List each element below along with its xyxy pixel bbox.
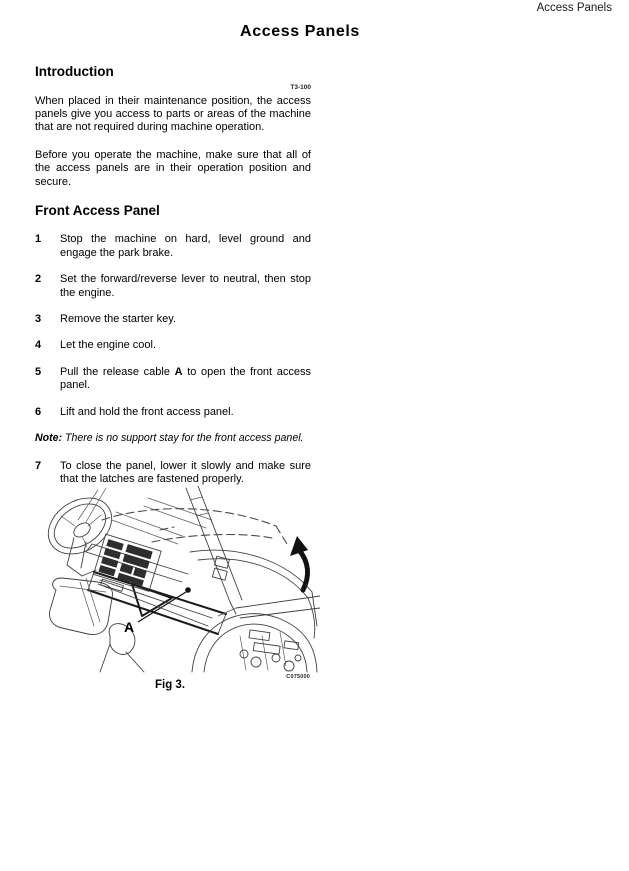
front-pillar-lines	[78, 488, 212, 528]
note-text: There is no support stay for the front access panel.	[62, 432, 304, 445]
step-text: To close the panel, lower it slowly and make sure that the latches are fastened properly.	[60, 459, 311, 485]
intro-paragraph-2: Before you operate the machine, make sure that all of the access panels are in their operation position and secure.	[35, 148, 311, 188]
rear-fender	[192, 614, 317, 672]
note-line	[35, 432, 311, 445]
step-item-7	[35, 460, 311, 487]
figure-code: C075000	[286, 674, 310, 680]
step-item-2	[35, 273, 311, 300]
step-number: 1	[35, 233, 42, 246]
step-item-3	[35, 313, 311, 326]
note-label: Note:	[35, 432, 63, 445]
step-text: Stop the machine on hard, level ground and engage the park brake.	[60, 233, 311, 259]
step-text: Set the forward/reverse lever to neutral, then stop the engine.	[60, 273, 311, 299]
figure-fig3	[40, 486, 320, 701]
step-text: Lift and hold the front access panel.	[60, 405, 234, 418]
step-text-pre: Pull the release cable	[60, 365, 175, 378]
part-label-a	[124, 587, 191, 635]
step-item-5	[35, 366, 311, 393]
part-label-a-text: A	[124, 619, 135, 635]
step-item-6	[35, 406, 311, 419]
section-heading-introduction: Introduction	[35, 64, 114, 79]
step-text-post: to open the front access panel.	[60, 365, 311, 392]
section-heading-front-access-panel: Front Access Panel	[35, 202, 160, 218]
figure-drawing	[40, 486, 320, 676]
step-text: Let the engine cool.	[60, 339, 157, 352]
step-item-1	[35, 233, 311, 260]
step-text	[60, 366, 311, 393]
figure-caption: Fig 3.	[154, 679, 186, 691]
step-number: 4	[35, 339, 42, 352]
step-number: 7	[35, 459, 42, 472]
running-header: Access Panels	[536, 2, 612, 14]
content-column	[35, 64, 311, 499]
section-code: T3-100	[290, 83, 311, 91]
page-title: Access Panels	[240, 23, 360, 40]
engine-cover	[190, 550, 320, 638]
step-item-4	[35, 339, 311, 352]
step-number: 6	[35, 405, 42, 418]
part-reference-a: A	[174, 365, 183, 378]
step-number: 3	[35, 313, 42, 326]
step-number: 5	[35, 365, 42, 378]
step-number: 2	[35, 273, 42, 286]
step-text: Remove the starter key.	[60, 313, 176, 326]
panel-a-dot	[185, 587, 191, 593]
intro-paragraph-1: When placed in their maintenance position, the access panels give you access to parts or areas of the machine that are not required during machine operation.	[35, 94, 311, 134]
lift-arrow-icon	[290, 536, 308, 590]
